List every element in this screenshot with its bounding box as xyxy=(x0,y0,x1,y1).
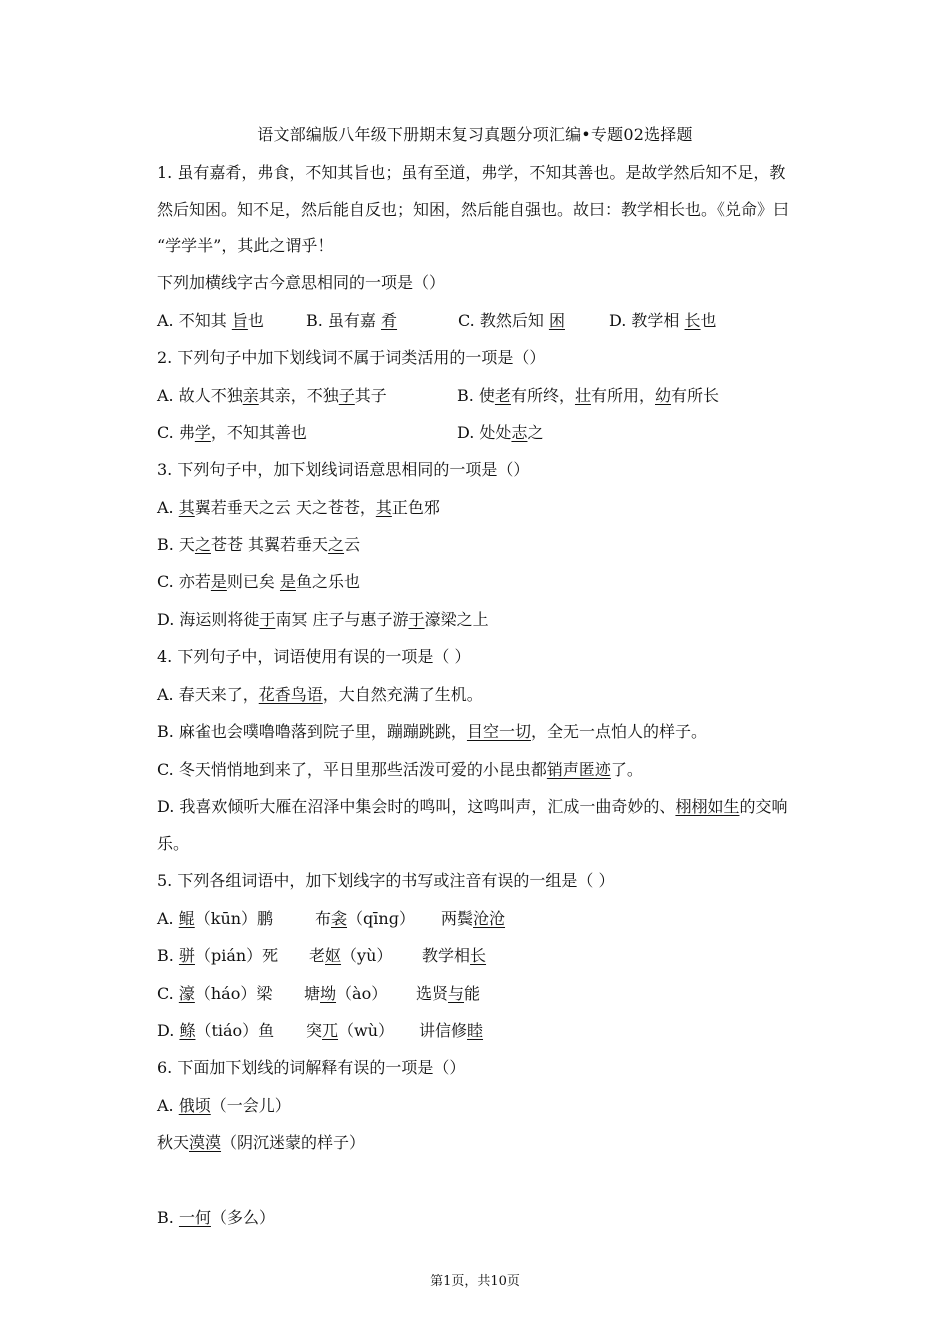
q5-option-a-word-2: 布衾（qīnɡ） xyxy=(315,909,415,928)
q4-stem: 4. 下列句子中，词语使用有误的一项是（ ） xyxy=(157,647,471,666)
q1-stem: 下列加横线字古今意思相同的一项是（） xyxy=(157,273,446,292)
q5-option-c: C. 濠（háo）梁 xyxy=(157,984,273,1003)
q1-option-b: B. 虽有嘉 肴 xyxy=(306,311,398,330)
q6-stem: 6. 下面加下划线的词解释有误的一项是（） xyxy=(157,1058,466,1077)
q1-option-d: D. 教学相 长也 xyxy=(609,311,717,330)
q6-option-b: B. 一何（多么） xyxy=(157,1208,275,1227)
page-footer: 第1页，共10页 xyxy=(430,1274,520,1289)
q5-option-b-word-2: 老妪（yù） xyxy=(309,946,393,965)
q2-option-c: C. 弗学，不知其善也 xyxy=(157,423,307,442)
q5-option-b: B. 骈（pián）死 xyxy=(157,946,279,965)
q1-text-line-3: “学学半”，其此之谓乎！ xyxy=(157,236,334,255)
q2-option-d: D. 处处志之 xyxy=(457,423,544,442)
q5-option-b-word-3: 教学相长 xyxy=(422,946,487,965)
q6-option-a: A. 俄顷（一会儿） xyxy=(157,1096,291,1115)
q5-stem: 5. 下列各组词语中，加下划线字的书写或注音有误的一组是（ ） xyxy=(157,871,615,890)
q2-option-a: A. 故人不独亲其亲，不独子其子 xyxy=(157,386,387,405)
q4-option-d-continued: 乐。 xyxy=(157,834,190,853)
page-title: 语文部编版八年级下册期末复习真题分项汇编•专题02选择题 xyxy=(257,125,693,144)
q4-option-c: C. 冬天悄悄地到来了，平日里那些活泼可爱的小昆虫都销声匿迹了。 xyxy=(157,760,643,779)
q4-option-a: A. 春天来了，花香鸟语，大自然充满了生机。 xyxy=(157,685,483,704)
q5-option-c-word-3: 选贤与能 xyxy=(416,984,481,1003)
q5-option-a-word-3: 两鬓沧沧 xyxy=(441,909,506,928)
q3-option-d: D. 海运则将徙于南冥 庄子与惠子游于濠梁之上 xyxy=(157,610,489,629)
q1-option-a: A. 不知其 旨也 xyxy=(157,311,264,330)
q1-option-c: C. 教然后知 困 xyxy=(458,311,565,330)
q5-option-a: A. 鲲（kūn）鹏 xyxy=(157,909,274,928)
q3-option-b: B. 天之苍苍 其翼若垂天之云 xyxy=(157,535,361,554)
q2-stem: 2. 下列句子中加下划线词不属于词类活用的一项是（） xyxy=(157,348,546,367)
q5-option-d-word-2: 突兀（wù） xyxy=(306,1021,395,1040)
q3-stem: 3. 下列句子中，加下划线词语意思相同的一项是（） xyxy=(157,460,530,479)
q1-text-line-1: 1. 虽有嘉肴，弗食，不知其旨也；虽有至道，弗学，不知其善也。是故学然后知不足，教 xyxy=(157,163,786,182)
q5-option-d-word-3: 讲信修睦 xyxy=(419,1021,484,1040)
q2-option-b: B. 使老有所终，壮有所用，幼有所长 xyxy=(457,386,720,405)
q5-option-d: D. 鲦（tiáo）鱼 xyxy=(157,1021,275,1040)
q3-option-a: A. 其翼若垂天之云 天之苍苍，其正色邪 xyxy=(157,498,440,517)
q5-option-c-word-2: 塘坳（ào） xyxy=(304,984,388,1003)
q4-option-b: B. 麻雀也会噗噜噜落到院子里，蹦蹦跳跳，目空一切，全无一点怕人的样子。 xyxy=(157,722,707,741)
q4-option-d: D. 我喜欢倾听大雁在沼泽中集会时的鸣叫，这鸣叫声，汇成一曲奇妙的、栩栩如生的交响 xyxy=(157,797,788,816)
q3-option-c: C. 亦若是则已矣 是鱼之乐也 xyxy=(157,572,360,591)
q1-text-line-2: 然后知困。知不足，然后能自反也；知困，然后能自强也。故曰：教学相长也。《兑命》曰 xyxy=(157,200,790,219)
q6-option-a-line-2: 秋天漠漠（阴沉迷蒙的样子） xyxy=(157,1133,366,1152)
